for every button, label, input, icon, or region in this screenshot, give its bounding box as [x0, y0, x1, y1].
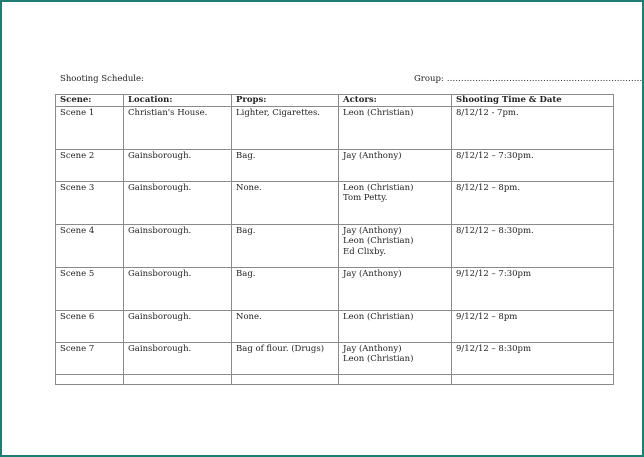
time-cell: 8/12/12 – 8pm.: [452, 181, 614, 224]
actor-name: Jay (Anthony): [343, 343, 402, 354]
scene-cell: Scene 3: [56, 181, 124, 224]
props-cell: None.: [232, 310, 339, 342]
table-row: [56, 342, 614, 374]
scene-cell: Scene 4: [56, 224, 124, 267]
location-cell: Gainsborough.: [124, 224, 232, 267]
props-cell: Bag.: [232, 149, 339, 181]
scene-cell: Scene 7: [56, 342, 124, 374]
time-cell: 8/12/12 – 8:30pm.: [452, 224, 614, 267]
table-row: [56, 149, 614, 181]
location-cell: Gainsborough.: [124, 310, 232, 342]
group-label: Group:: [414, 74, 444, 84]
location-cell: Gainsborough.: [124, 267, 232, 310]
table-row: [56, 267, 614, 310]
props-cell: Lighter, Cigarettes.: [232, 106, 339, 149]
actors-cell: [339, 106, 452, 149]
table-row: [56, 106, 614, 149]
scene-cell: Scene 1: [56, 106, 124, 149]
props-cell: Bag.: [232, 224, 339, 267]
location-cell: Gainsborough.: [124, 149, 232, 181]
empty-cell: [232, 374, 339, 384]
empty-cell: [339, 374, 452, 384]
props-cell: Bag of flour. (Drugs): [232, 342, 339, 374]
actors-cell: [339, 181, 452, 224]
actor-name: Jay (Anthony): [343, 150, 402, 161]
actors-cell: [339, 149, 452, 181]
time-cell: 9/12/12 – 7:30pm: [452, 267, 614, 310]
table-row-empty: [56, 374, 614, 384]
actor-name: Leon (Christian): [343, 311, 414, 322]
scene-cell: Scene 2: [56, 149, 124, 181]
actor-name: Jay (Anthony): [343, 225, 402, 236]
actors-cell: [339, 310, 452, 342]
table-row: [56, 224, 614, 267]
props-cell: None.: [232, 181, 339, 224]
empty-cell: [452, 374, 614, 384]
schedule-label: Shooting Schedule:: [60, 74, 144, 84]
column-header-location: Location:: [124, 95, 232, 107]
table-row: [56, 310, 614, 342]
actor-name: Leon (Christian): [343, 236, 414, 246]
empty-cell: [56, 374, 124, 384]
table-header-row: [56, 95, 614, 107]
actor-name: Leon (Christian): [343, 107, 414, 118]
time-cell: 9/12/12 – 8:30pm: [452, 342, 614, 374]
actor-name: Leon (Christian): [343, 354, 414, 364]
group-field: [414, 74, 642, 84]
props-cell: Bag.: [232, 267, 339, 310]
column-header-actors: Actors:: [339, 95, 452, 107]
empty-cell: [124, 374, 232, 384]
shooting-schedule-table: [55, 94, 614, 385]
location-cell: Gainsborough.: [124, 342, 232, 374]
scene-cell: Scene 6: [56, 310, 124, 342]
time-cell: 9/12/12 – 8pm: [452, 310, 614, 342]
column-header-scene: Scene:: [56, 95, 124, 107]
actors-cell: [339, 224, 452, 267]
column-header-time: Shooting Time & Date: [452, 95, 614, 107]
actors-cell: [339, 267, 452, 310]
scene-cell: Scene 5: [56, 267, 124, 310]
time-cell: 8/12/12 – 7:30pm.: [452, 149, 614, 181]
actor-name: Leon (Christian): [343, 182, 414, 193]
actors-cell: [339, 342, 452, 374]
location-cell: Christian's House.: [124, 106, 232, 149]
table-row: [56, 181, 614, 224]
time-cell: 8/12/12 - 7pm.: [452, 106, 614, 149]
group-value-blank: ……………………………………………………………: [446, 74, 643, 84]
location-cell: Gainsborough.: [124, 181, 232, 224]
actor-name: Jay (Anthony): [343, 268, 402, 279]
actor-name: Tom Petty.: [343, 193, 388, 203]
actor-name: Ed Clixby.: [343, 246, 386, 257]
column-header-props: Props:: [232, 95, 339, 107]
